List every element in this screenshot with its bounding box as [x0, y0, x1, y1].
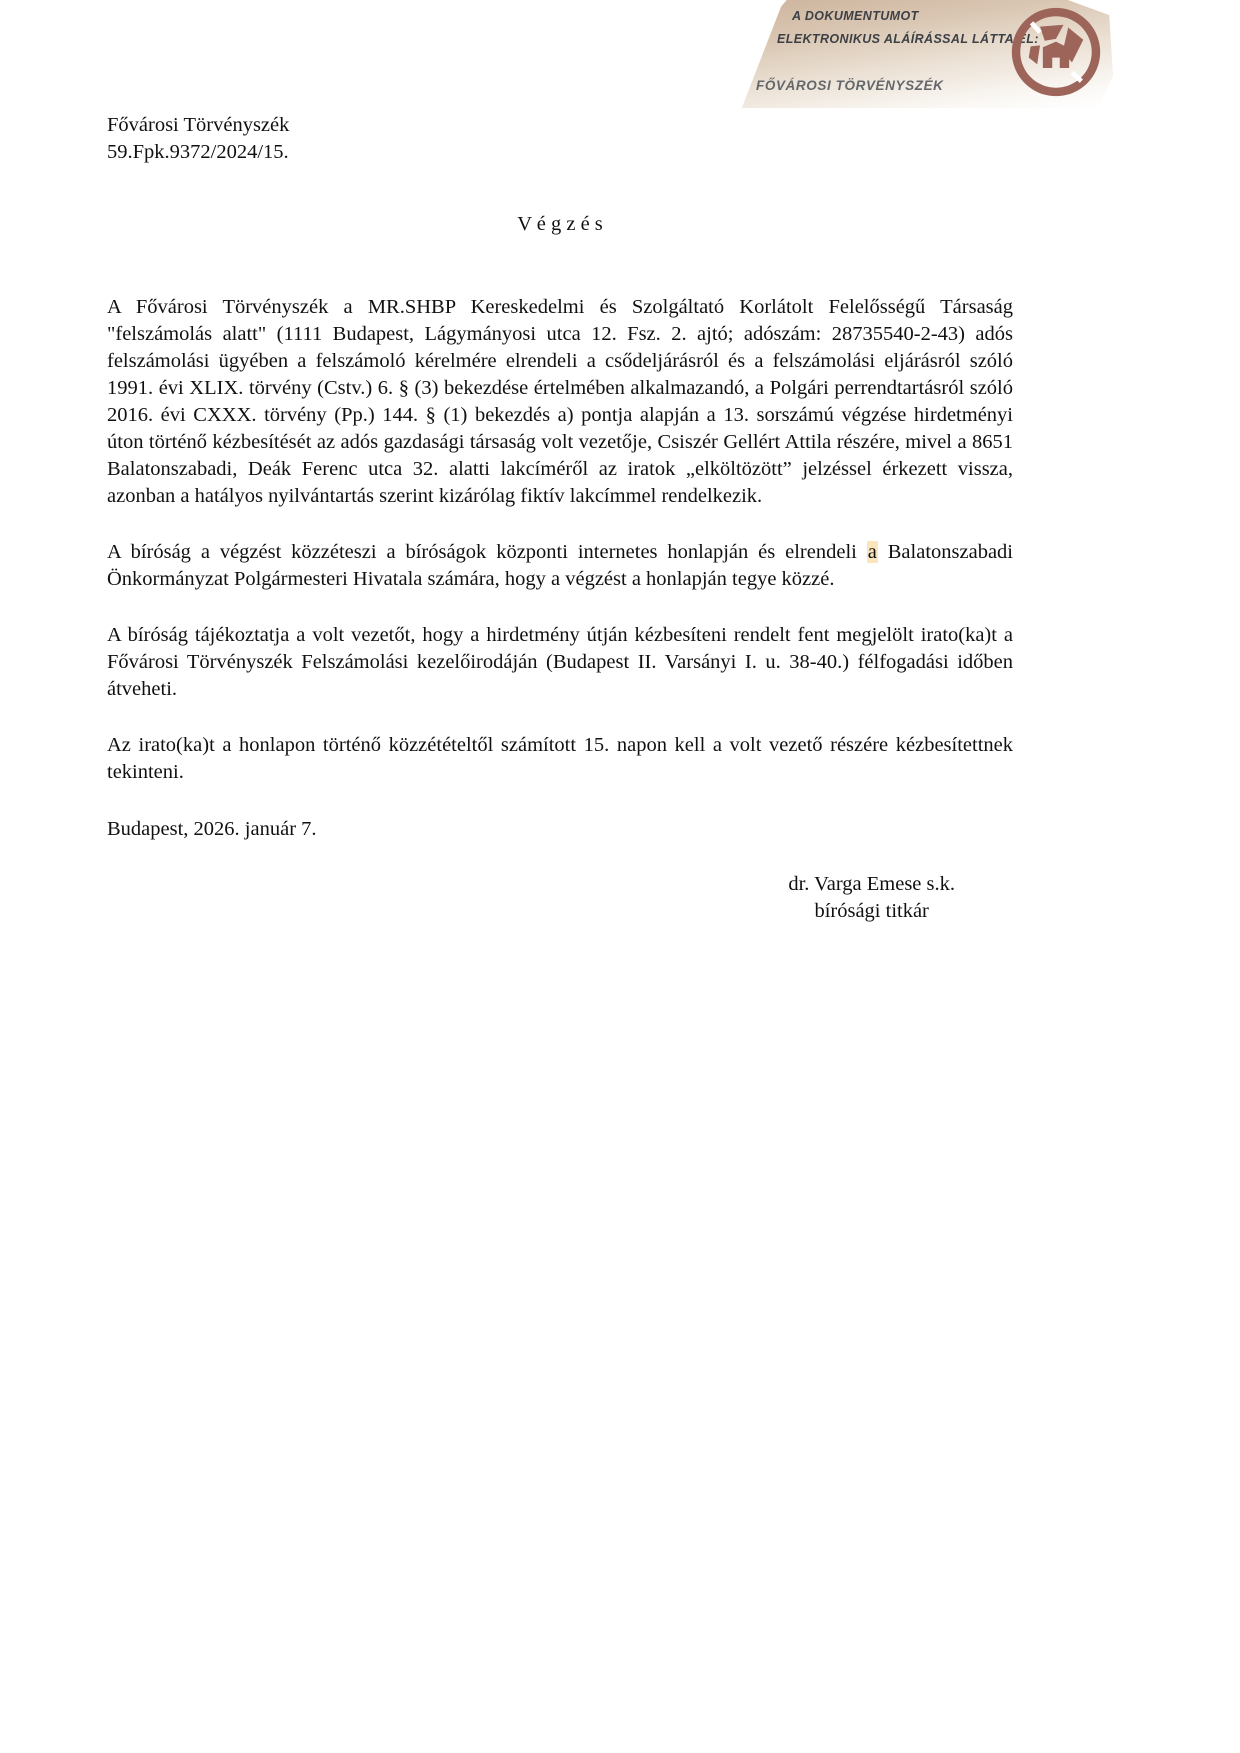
signature-block	[788, 871, 955, 925]
paragraph-ruling: A Fővárosi Törvényszék a MR.SHBP Kereskedelmi és Szolgáltató Korlátolt Felelősségű Társaság "felszámolás alatt" (1111 Budapest, Lágymányosi utca 12. Fsz. 2. ajtó; adószám: 28735540-2-43) adós felszámolási ügyében a felszámoló kérelmére elrendeli a csődeljárásról és a felszámolási eljárásról szóló 1991. évi XLIX. törvény (Cstv.) 6. § (3) bekezdése értelmében alkalmazandó, a Polgári perrendtartásról szóló 2016. évi CXXX. törvény (Pp.) 144. § (1) bekezdés a) pontja alapján a 13. sorszámú végzése hirdetményi úton történő kézbesítését az adós gazdasági társaság volt vezetője, Csiszér Gellért Attila részére, mivel a 8651 Balatonszabadi, Deák Ferenc utca 32. alatti lakcíméről az iratok „elköltözött” jelzéssel érkezett vissza, azonban a hatályos nyilvántartás szerint kizárólag fiktív lakcímmel rendelkezik.	[107, 296, 1013, 507]
paragraph-service-deadline: Az irato(ka)t a honlapon történő közzétételtől számított 15. napon kell a volt vezető részére kézbesítettnek tekinteni.	[107, 734, 1013, 783]
court-logo-icon	[1009, 5, 1103, 99]
signatory-title: bírósági titkár	[814, 900, 929, 922]
paragraph-pickup-info: A bíróság tájékoztatja a volt vezetőt, hogy a hirdetmény útján kézbesíteni rendelt fent megjelölt irato(ka)t a Fővárosi Törvényszék Felszámolási kezelőirodáján (Budapest II. Varsányi I. u. 38-40.) félfogadási időben átveheti.	[107, 624, 1013, 700]
date-line: Budapest, 2026. január 7.	[107, 818, 317, 840]
issuing-court: Fővárosi Törvényszék	[107, 114, 290, 136]
highlighted-word: a	[867, 541, 877, 563]
signatory-name: dr. Varga Emese s.k.	[788, 873, 955, 895]
publication-text-before: A bíróság a végzést közzéteszi a bíróságok központi internetes honlapján és elrendeli	[107, 541, 867, 563]
document-content	[107, 112, 1013, 925]
stamp-text-line1: A DOKUMENTUMOT	[792, 9, 919, 23]
document-title: V é g z é s	[517, 213, 603, 235]
paragraph-publication	[107, 539, 1013, 593]
publication-text-after: Balatonszabadi Önkormányzat Polgármesteri Hivatala számára, hogy a végzést a honlapján tegye közzé.	[107, 541, 1013, 590]
stamp-text-line2: ELEKTRONIKUS ALÁÍRÁSSAL LÁTTA EL:	[777, 32, 1039, 46]
e-signature-stamp	[738, 0, 1113, 108]
stamp-court-name: FŐVÁROSI TÖRVÉNYSZÉK	[756, 78, 944, 93]
case-number: 59.Fpk.9372/2024/15.	[107, 141, 289, 163]
document-header	[107, 112, 1013, 166]
